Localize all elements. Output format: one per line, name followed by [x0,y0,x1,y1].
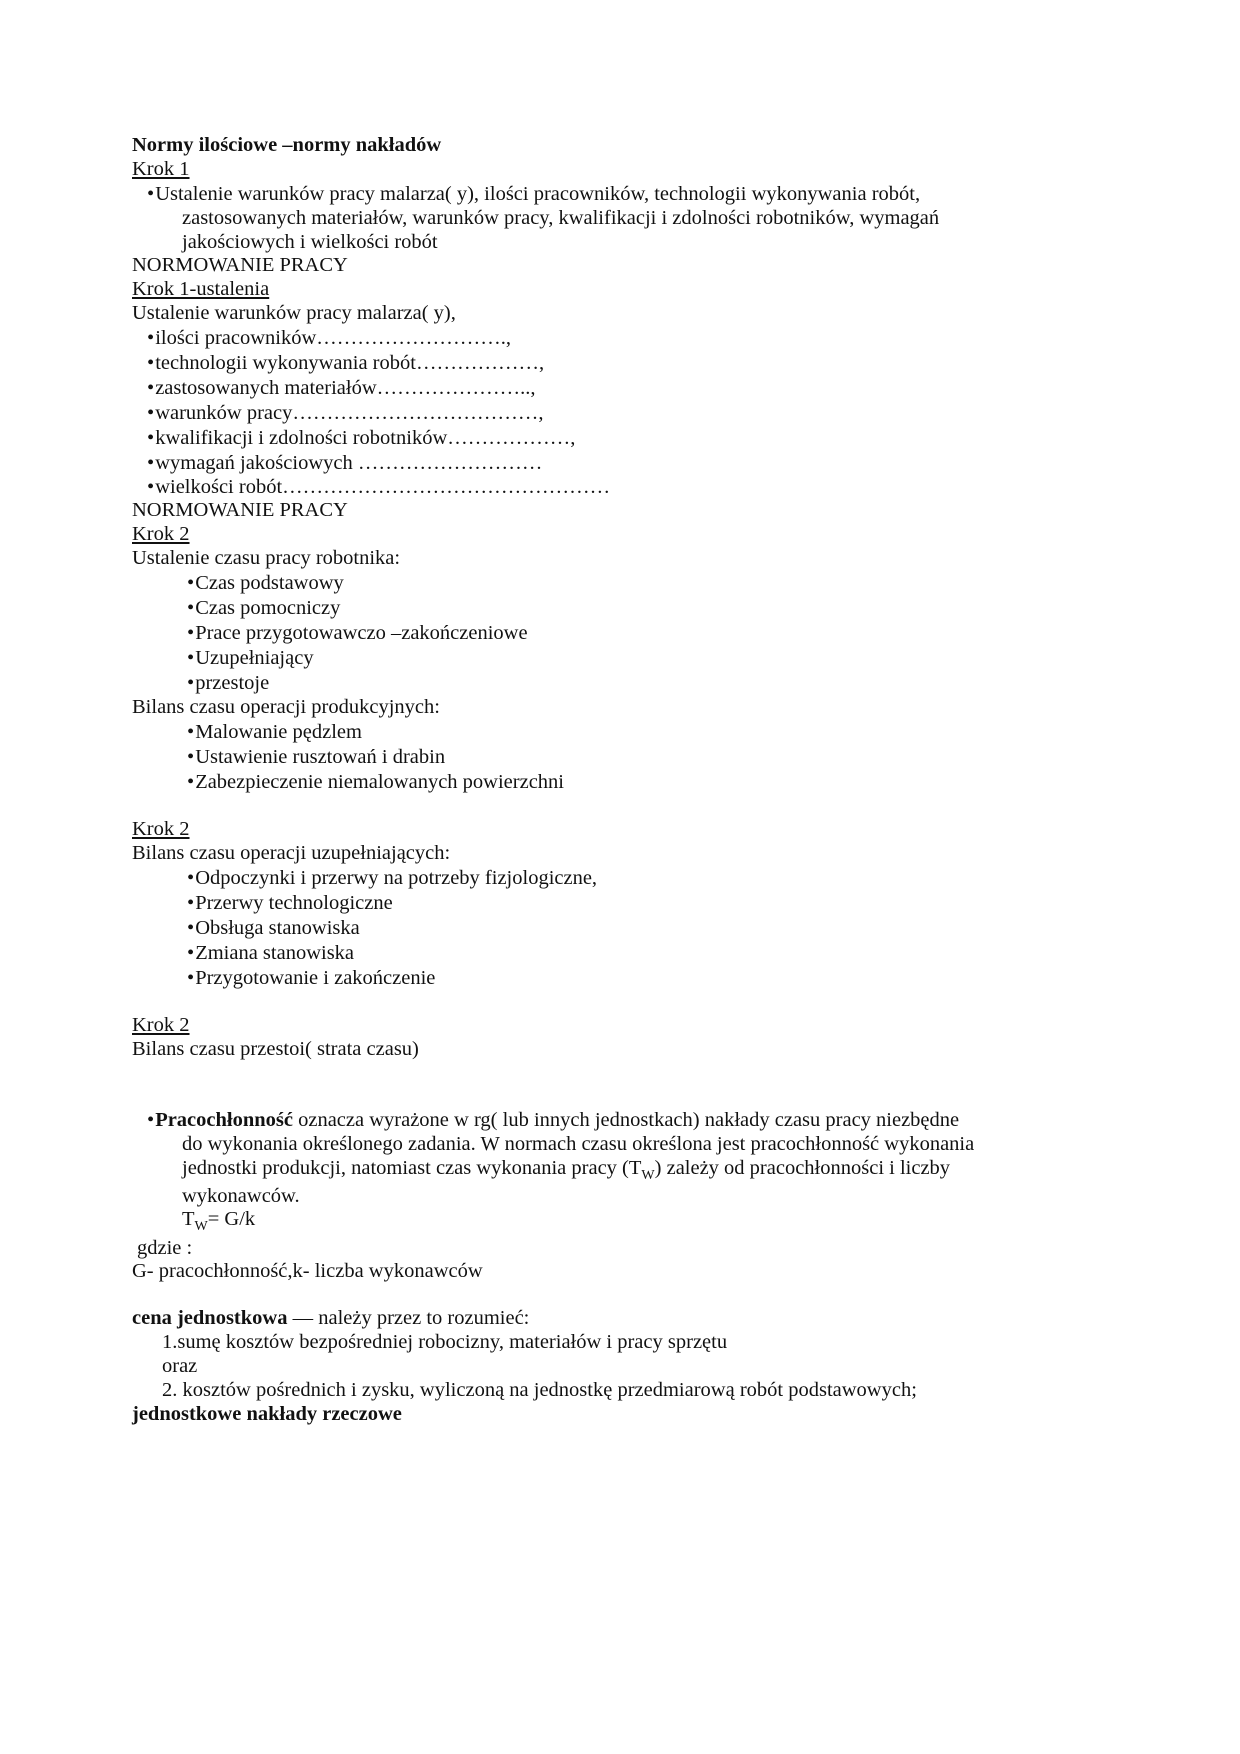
bullet-icon: • [187,942,195,964]
list-item: •Malowanie pędzlem [187,721,362,743]
list-item: •Ustawienie rusztowań i drabin [187,746,446,768]
bullet-icon: • [187,721,195,743]
bullet-icon: • [187,572,195,594]
price-item: 1.sumę kosztów bezpośredniej robocizny, materiałów i pracy sprzętu [162,1331,728,1353]
definition-paragraph: •Pracochłonność oznacza wyrażone w rg( lub innych jednostkach) nakłady czasu pracy niezbędne [147,1109,960,1131]
bullet-icon: • [187,917,195,939]
list-item: •Zmiana stanowiska [187,942,355,964]
list-item: •Przerwy technologiczne [187,892,393,914]
bullet-icon: • [147,452,155,474]
section-intro: Ustalenie czasu pracy robotnika: [132,547,401,569]
balance-heading: Bilans czasu operacji produkcyjnych: [132,696,440,718]
list-item: •technologii wykonywania robót………………, [147,352,545,374]
bullet-icon: • [187,597,195,619]
list-item: •Czas podstawowy [187,572,344,594]
bullet-icon: • [147,377,155,399]
list-item: •przestoje [187,672,270,694]
bullet-icon: • [147,476,155,498]
definition-continuation: do wykonania określonego zadania. W normach czasu określona jest pracochłonność wykonania [182,1133,975,1155]
list-item: •ilości pracowników………………………., [147,327,512,349]
section-intro: Bilans czasu przestoi( strata czasu) [132,1038,419,1060]
list-item: •Uzupełniający [187,647,314,669]
definition-continuation: jednostki produkcji, natomiast czas wykonania pracy $(T_W)$ zależy od pracochłonności i liczby [182,1157,951,1183]
price-term: cena jednostkowa [132,1307,288,1329]
formula: $T_W= G/k$ [182,1208,256,1234]
bullet-icon: • [147,183,155,205]
bullet-icon: • [147,1109,155,1131]
section-label: NORMOWANIE PRACY [132,254,348,276]
bullet-icon: • [187,647,195,669]
step-heading: Krok 2 [132,523,190,545]
price-conjunction: oraz [162,1355,198,1377]
list-item: •wymagań jakościowych ……………………… [147,452,543,474]
bullet-icon: • [187,771,195,793]
bullet-item-continuation: jakościowych i wielkości robót [182,231,438,253]
list-item: •Czas pomocniczy [187,597,341,619]
formula-legend: G- pracochłonność,k- liczba wykonawców [132,1260,483,1282]
bullet-icon: • [187,672,195,694]
section-intro: Bilans czasu operacji uzupełniających: [132,842,451,864]
step-heading: Krok 2 [132,818,190,840]
list-item: •wielkości robót………………………………………… [147,476,611,498]
bullet-icon: • [187,892,195,914]
bullet-icon: • [147,427,155,449]
definition-term: Pracochłonność [155,1109,293,1131]
list-item: •zastosowanych materiałów………………….., [147,377,536,399]
bullet-icon: • [187,622,195,644]
list-item: •warunków pracy………………………………, [147,402,544,424]
list-item: •Odpoczynki i przerwy na potrzeby fizjologiczne, [187,867,598,889]
document-title: Normy ilościowe –normy nakładów [132,134,442,156]
step-heading: Krok 1-ustalenia [132,278,270,300]
bullet-item: •Ustalenie warunków pracy malarza( y), ilości pracowników, technologii wykonywania robót, [147,183,921,205]
definition-continuation: wykonawców. [182,1185,300,1207]
list-item: •Prace przygotowawczo –zakończeniowe [187,622,528,644]
final-heading: jednostkowe nakłady rzeczowe [132,1403,402,1425]
step-heading: Krok 2 [132,1014,190,1036]
bullet-item-continuation: zastosowanych materiałów, warunków pracy, kwalifikacji i zdolności robotników, wymagań [182,207,940,229]
bullet-icon: • [187,867,195,889]
price-definition: cena jednostkowa — należy przez to rozumieć: [132,1307,530,1329]
bullet-icon: • [147,402,155,424]
bullet-icon: • [147,352,155,374]
list-item: •Zabezpieczenie niemalowanych powierzchni [187,771,564,793]
price-item: 2. kosztów pośrednich i zysku, wyliczoną na jednostkę przedmiarową robót podstawowych; [162,1379,917,1401]
bullet-icon: • [187,746,195,768]
list-item: •kwalifikacji i zdolności robotników………………, [147,427,576,449]
bullet-icon: • [187,967,195,989]
list-item: •Przygotowanie i zakończenie [187,967,436,989]
bullet-icon: • [147,327,155,349]
section-intro: Ustalenie warunków pracy malarza( y), [132,302,456,324]
where-label: gdzie : [137,1237,193,1259]
section-label: NORMOWANIE PRACY [132,499,348,521]
step-heading: Krok 1 [132,158,190,180]
list-item: •Obsługa stanowiska [187,917,360,939]
